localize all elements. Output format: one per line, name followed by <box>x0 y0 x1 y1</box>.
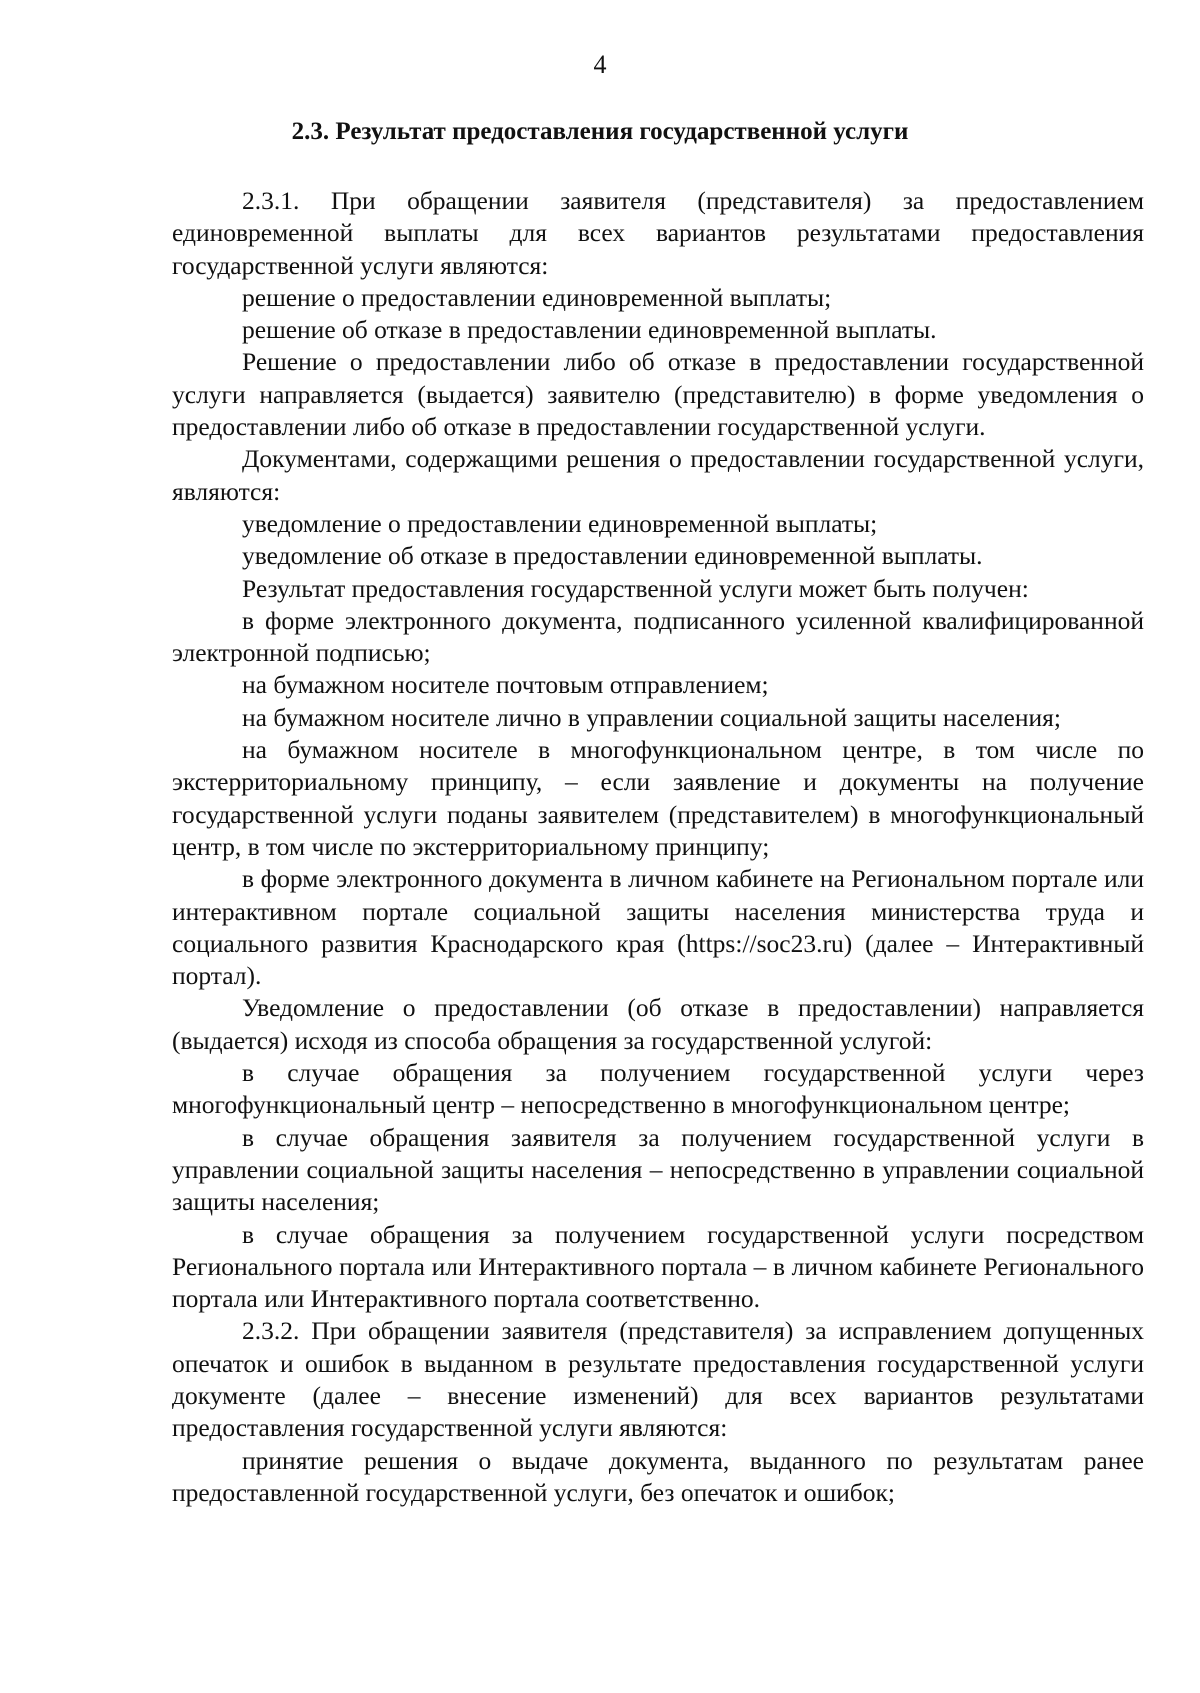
paragraph: на бумажном носителе в многофункциональном центре, в том числе по экстерриториальному принципу, – если заявление и документы на получение государственной услуги поданы заявителем (представителем) в многофункциональный центр, в том числе по экстерриториальному принципу; <box>172 735 1144 861</box>
paragraph: в форме электронного документа в личном кабинете на Региональном портале или интерактивном портале социальной защиты населения министерства труда и социального развития Краснодарского края (https://soc23.ru) (далее – Интерактивный портал). <box>172 864 1144 991</box>
section-heading: 2.3. Результат предоставления государственной услуги <box>291 118 909 145</box>
paragraph: уведомление о предоставлении единовременной выплаты; <box>242 508 878 538</box>
paragraph: в форме электронного документа, подписанного усиленной квалифицированной электронной подписью; <box>172 605 1144 668</box>
paragraph: в случае обращения за получением государственной услуги через многофункциональный центр – непосредственно в многофункциональном центре; <box>172 1058 1144 1120</box>
paragraph: решение о предоставлении единовременной выплаты; <box>242 282 832 312</box>
document-body <box>172 185 1144 1509</box>
paragraph: Документами, содержащими решения о предоставлении государственной услуги, являются: <box>172 444 1144 506</box>
paragraph: на бумажном носителе лично в управлении социальной защиты населения; <box>242 702 1061 732</box>
paragraph: решение об отказе в предоставлении единовременной выплаты. <box>242 315 937 345</box>
paragraph: 2.3.2. При обращении заявителя (представителя) за исправлением допущенных опечаток и ошибок в выданном в результате предоставления государственной услуги документе (далее – внесение изменений) для всех вариантов результатами предоставления государственной услуги являются: <box>172 1316 1144 1443</box>
paragraph: Результат предоставления государственной услуги может быть получен: <box>242 573 1029 603</box>
paragraph: на бумажном носителе почтовым отправлением; <box>242 670 769 700</box>
paragraph: Решение о предоставлении либо об отказе в предоставлении государственной услуги направляется (выдается) заявителю (представителю) в форме уведомления о предоставлении либо об отказе в предоставлении государственной услуги. <box>172 347 1144 442</box>
paragraph: принятие решения о выдаче документа, выданного по результатам ранее предоставленной государственной услуги, без опечаток и ошибок; <box>172 1445 1144 1507</box>
paragraph: в случае обращения заявителя за получением государственной услуги в управлении социальной защиты населения – непосредственно в управлении социальной защиты населения; <box>172 1122 1144 1217</box>
paragraph: 2.3.1. При обращении заявителя (представителя) за предоставлением единовременной выплаты для всех вариантов результатами предоставления государственной услуги являются: <box>172 186 1144 280</box>
paragraph: уведомление об отказе в предоставлении единовременной выплаты. <box>242 541 983 571</box>
paragraph: Уведомление о предоставлении (об отказе в предоставлении) направляется (выдается) исходя из способа обращения за государственной услугой: <box>172 993 1144 1055</box>
paragraph: в случае обращения за получением государственной услуги посредством Регионального портала или Интерактивного портала – в личном кабинете Регионального портала или Интерактивного портала соответственно. <box>172 1219 1144 1314</box>
page-number: 4 <box>593 50 607 79</box>
